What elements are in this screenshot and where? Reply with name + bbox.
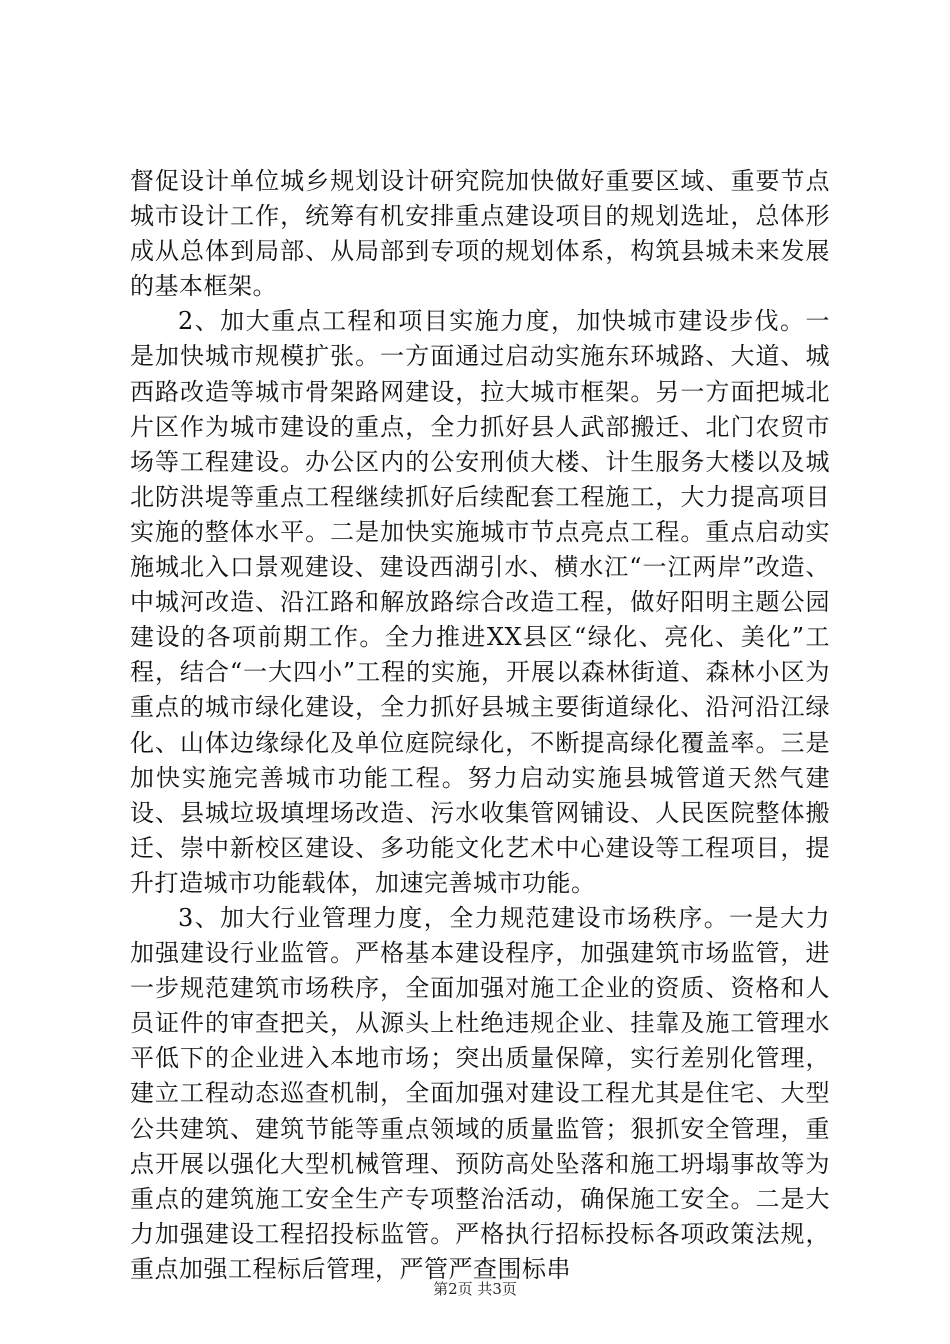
document-body: [130, 164, 830, 1287]
page-footer: 第2页 共3页: [433, 1280, 517, 1298]
paragraph-continuation: 督促设计单位城乡规划设计研究院加快做好重要区域、重要节点城市设计工作，统筹有机安排重点建设项目的规划选址，总体形成从总体到局部、从局部到专项的规划体系，构筑县城未来发展的基本框架。: [130, 167, 830, 301]
paragraph-section-2: 2、加大重点工程和项目实施力度，加快城市建设步伐。一是加快城市规模扩张。一方面通过启动实施东环城路、大道、城西路改造等城市骨架路网建设，拉大城市框架。另一方面把城北片区作为城市建设的重点，全力抓好县人武部搬迁、北门农贸市场等工程建设。办公区内的公安刑侦大楼、计生服务大楼以及城北防洪堤等重点工程继续抓好后续配套工程施工，大力提高项目实施的整体水平。二是加快实施城市节点亮点工程。重点启动实施城北入口景观建设、建设西湖引水、横水江“一江两岸”改造、中城河改造、沿江路和解放路综合改造工程，做好阳明主题公园建设的各项前期工作。全力推进XX县区“绿化、亮化、美化”工程，结合“一大四小”工程的实施，开展以森林街道、森林小区为重点的城市绿化建设，全力抓好县城主要街道绿化、沿河沿江绿化、山体边缘绿化及单位庭院绿化，不断提高绿化覆盖率。三是加快实施完善城市功能工程。努力启动实施县城管道天然气建设、县城垃圾填埋场改造、污水收集管网铺设、人民医院整体搬迁、崇中新校区建设、多功能文化艺术中心建设等工程项目，提升打造城市功能载体，加速完善城市功能。: [130, 307, 830, 897]
paragraph-section-3: 3、加大行业管理力度，全力规范建设市场秩序。一是大力加强建设行业监管。严格基本建设程序，加强建筑市场监管，进一步规范建筑市场秩序，全面加强对施工企业的资质、资格和人员证件的审查把关，从源头上杜绝违规企业、挂靠及施工管理水平低下的企业进入本地市场；突出质量保障，实行差别化管理，建立工程动态巡查机制，全面加强对建设工程尤其是住宅、大型公共建筑、建筑节能等重点领域的质量监管；狠抓安全管理，重点开展以强化大型机械管理、预防高处坠落和施工坍塌事故等为重点的建筑施工安全生产专项整治活动，确保施工安全。二是大力加强建设工程招投标监管。严格执行招标投标各项政策法规，重点加强工程标后管理，严管严查围标串: [130, 903, 830, 1283]
